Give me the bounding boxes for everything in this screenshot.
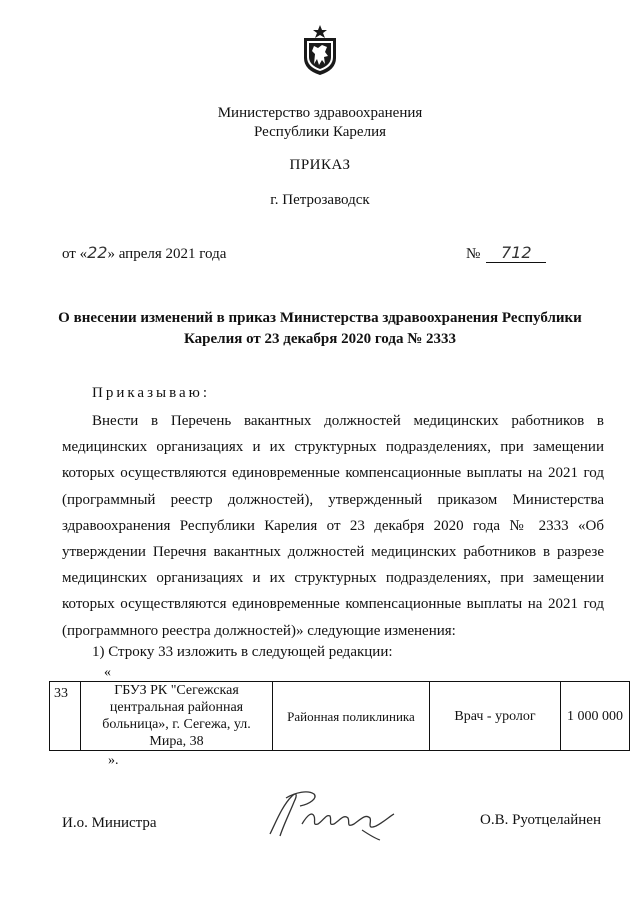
subject-line-2: Карелия от 23 декабря 2020 года № 2333 — [183, 331, 457, 347]
subject-line-1: О внесении изменений в приказ Министерства здравоохранения Республики — [58, 310, 582, 326]
signatory-title: И.о. Министра — [62, 815, 157, 831]
ministry-line-1: Министерство здравоохранения — [217, 105, 423, 121]
date-rest: » апреля 2021 года — [107, 246, 227, 262]
row-amount: 1 000 000 — [561, 682, 630, 751]
order-body — [62, 408, 604, 644]
quote-close: ». — [108, 753, 119, 768]
number-value: 712 — [486, 243, 546, 263]
number-prefix: № — [466, 246, 481, 262]
table-row — [50, 682, 630, 751]
city: г. Петрозаводск — [270, 192, 370, 208]
order-subject — [0, 308, 640, 350]
body-paragraph: Внести в Перечень вакантных должностей медицинских работников в медицинских организациях и их структурных подразделениях, при замещении которых осуществляются единовременные компенсационные выплаты на 2021 год (программный реестр должностей), утвержденный приказом Министерства здравоохранения Республики Карелия от 23 декабря 2020 года № 2333 «Об утверждении Перечня вакантных должностей медицинских работников в разрезе медицинских организациях и их структурных подразделениях, при замещении которых осуществляются единовременные компенсационные выплаты на 2021 год (программного реестра должностей)» следующие изменения: — [62, 413, 604, 639]
signature-image — [262, 784, 402, 844]
quote-open: « — [104, 665, 111, 680]
coat-of-arms-icon — [300, 24, 340, 76]
date-prefix: от « — [62, 246, 88, 262]
row-number: 33 — [50, 682, 81, 751]
row-organization: ГБУЗ РК "Сегежская центральная районная больница», г. Сегежа, ул. Мира, 38 — [81, 682, 273, 751]
document-type: ПРИКАЗ — [289, 157, 351, 173]
item-1: 1) Строку 33 изложить в следующей редакции: — [92, 644, 393, 660]
prikazyvayu-label: Приказываю: — [92, 385, 210, 401]
replacement-row-table — [49, 681, 630, 751]
order-number — [466, 243, 546, 263]
signatory-name: О.В. Руотцелайнен — [480, 812, 601, 828]
ministry-name — [0, 104, 640, 142]
order-date — [62, 243, 226, 263]
ministry-line-2: Республики Карелия — [253, 124, 387, 140]
row-position: Врач - уролог — [430, 682, 561, 751]
row-department: Районная поликлиника — [273, 682, 430, 751]
date-day: 22 — [87, 243, 108, 262]
